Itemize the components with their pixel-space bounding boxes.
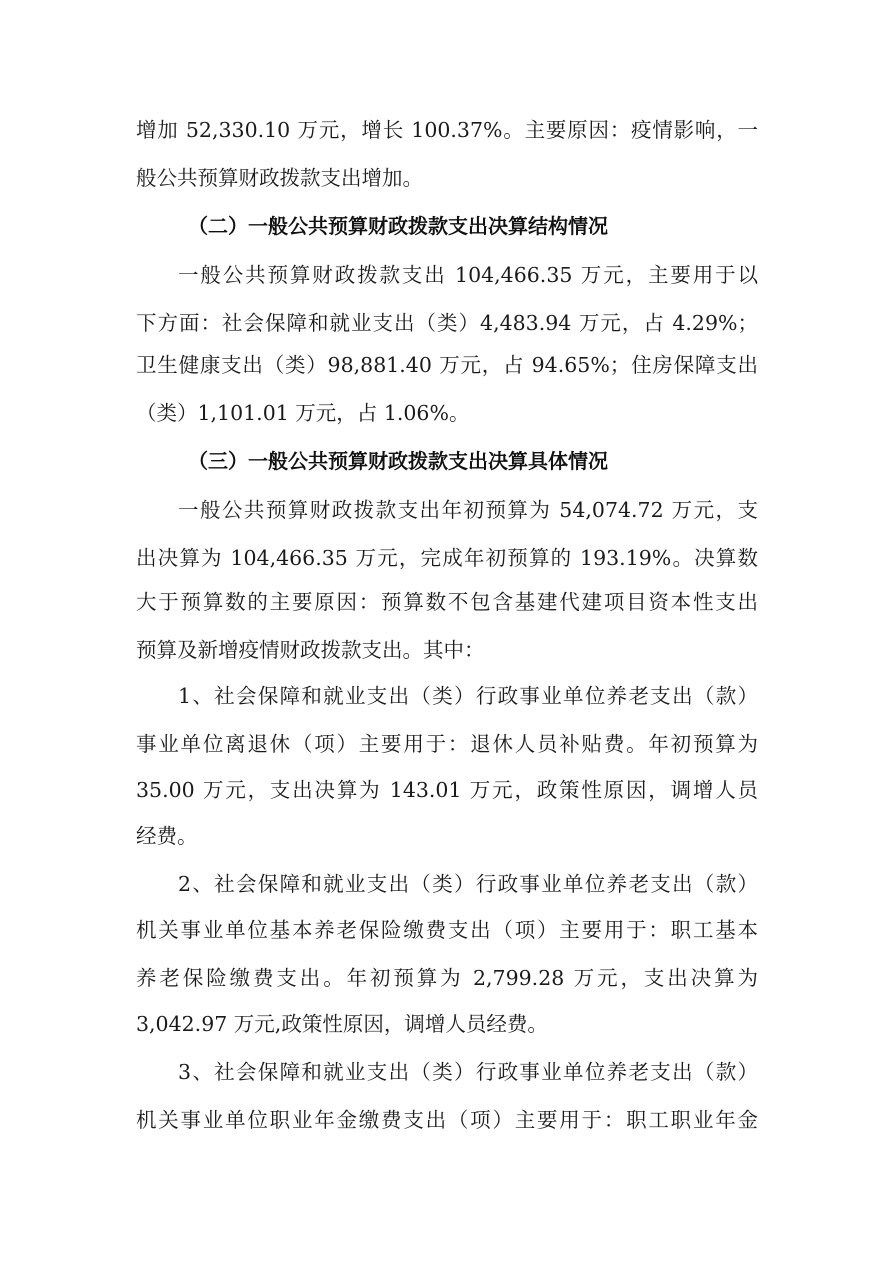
paragraph-line: 大于预算数的主要原因：预算数不包含基建代建项目资本性支出 — [136, 590, 758, 614]
paragraph-line: 卫生健康支出（类）98,881.40 万元，占 94.65%；住房保障支出 — [136, 353, 758, 377]
paragraph-line: 下方面：社会保障和就业支出（类）4,483.94 万元，占 4.29%； — [136, 311, 758, 335]
paragraph-line: 预算及新增疫情财政拨款支出。其中： — [136, 638, 485, 662]
list-item-line: 2、社会保障和就业支出（类）行政事业单位养老支出（款） — [178, 872, 758, 896]
paragraph-line: 出决算为 104,466.35 万元，完成年初预算的 193.19%。决算数 — [136, 546, 758, 570]
paragraph-line: （类）1,101.01 万元，占 1.06%。 — [136, 401, 470, 425]
paragraph-line: 机关事业单位基本养老保险缴费支出（项）主要用于：职工基本 — [136, 918, 758, 942]
paragraph-line: 35.00 万元，支出决算为 143.01 万元，政策性原因，调增人员 — [136, 778, 758, 802]
paragraph-line: 般公共预算财政拨款支出增加。 — [136, 166, 423, 190]
paragraph-line: 3,042.97 万元,政策性原因，调增人员经费。 — [136, 1012, 548, 1036]
paragraph-line: 一般公共预算财政拨款支出年初预算为 54,074.72 万元，支 — [178, 498, 758, 522]
paragraph-line: 一般公共预算财政拨款支出 104,466.35 万元，主要用于以 — [178, 263, 758, 287]
section-heading-structure: （二）一般公共预算财政拨款支出决算结构情况 — [188, 214, 608, 238]
paragraph-line: 养老保险缴费支出。年初预算为 2,799.28 万元，支出决算为 — [136, 966, 758, 990]
list-item-line: 3、社会保障和就业支出（类）行政事业单位养老支出（款） — [178, 1060, 758, 1084]
paragraph-line: 经费。 — [136, 824, 198, 848]
section-heading-details: （三）一般公共预算财政拨款支出决算具体情况 — [188, 449, 608, 473]
paragraph-line: 机关事业单位职业年金缴费支出（项）主要用于：职工职业年金 — [136, 1108, 758, 1132]
list-item-line: 1、社会保障和就业支出（类）行政事业单位养老支出（款） — [178, 684, 758, 708]
paragraph-line: 增加 52,330.10 万元，增长 100.37%。主要原因：疫情影响，一 — [136, 118, 758, 142]
paragraph-line: 事业单位离退休（项）主要用于：退休人员补贴费。年初预算为 — [136, 732, 758, 756]
